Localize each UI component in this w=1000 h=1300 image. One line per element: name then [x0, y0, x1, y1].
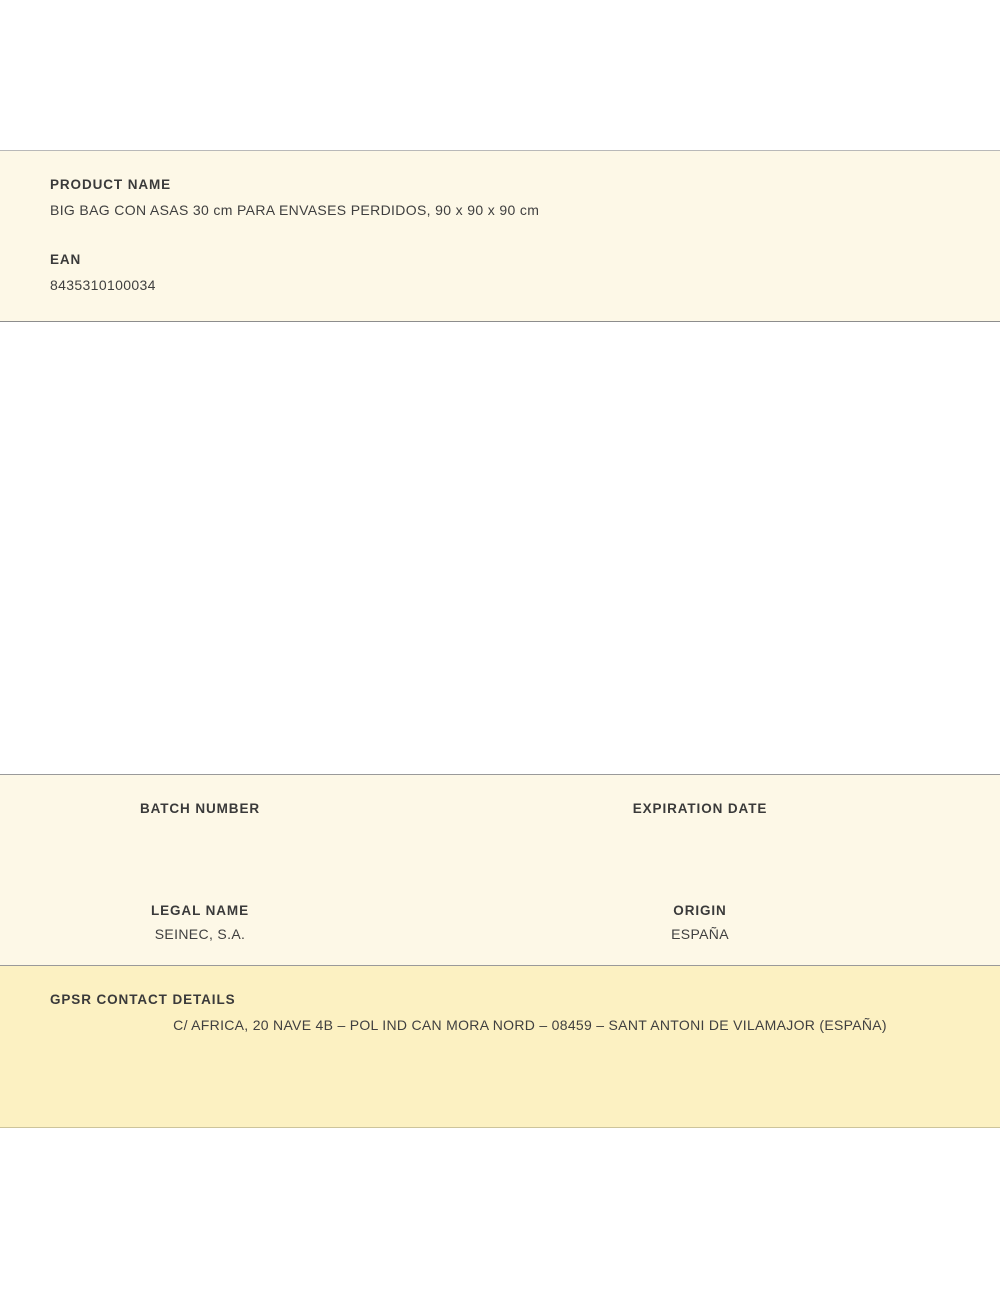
- batch-number-label: BATCH NUMBER: [139, 801, 261, 816]
- legal-origin-row: [0, 903, 1000, 943]
- origin-field: [500, 903, 1000, 943]
- gpsr-contact-value: C/ AFRICA, 20 NAVE 4B – POL IND CAN MORA NORD – 08459 – SANT ANTONI DE VILAMAJOR (ESPAÑA): [173, 1017, 887, 1033]
- product-name-field: [50, 177, 950, 218]
- expiration-date-field: [500, 801, 1000, 841]
- meta-details-section: [0, 774, 1000, 966]
- expiration-date-label: EXPIRATION DATE: [632, 801, 768, 816]
- batch-number-field: [0, 801, 500, 841]
- legal-name-field: [0, 903, 500, 943]
- ean-field: [50, 252, 950, 293]
- legal-name-value: SEINEC, S.A.: [154, 926, 246, 942]
- origin-label: ORIGIN: [673, 903, 727, 918]
- expiration-date-value: [500, 824, 900, 841]
- batch-number-value: [0, 824, 400, 841]
- batch-expiration-row: [0, 801, 1000, 841]
- blank-content-area: [0, 322, 1000, 774]
- bottom-whitespace: [0, 1128, 1000, 1278]
- legal-name-label: LEGAL NAME: [150, 903, 249, 918]
- product-name-value: BIG BAG CON ASAS 30 cm PARA ENVASES PERDIDOS, 90 x 90 x 90 cm: [50, 202, 540, 218]
- product-details-section: [0, 150, 1000, 322]
- ean-value: 8435310100034: [50, 277, 156, 293]
- product-name-label: PRODUCT NAME: [50, 177, 172, 192]
- ean-label: EAN: [50, 252, 82, 267]
- gpsr-contact-label: GPSR CONTACT DETAILS: [50, 992, 236, 1007]
- gpsr-contact-section: [0, 966, 1000, 1128]
- origin-value: ESPAÑA: [671, 926, 729, 942]
- top-whitespace: [0, 0, 1000, 150]
